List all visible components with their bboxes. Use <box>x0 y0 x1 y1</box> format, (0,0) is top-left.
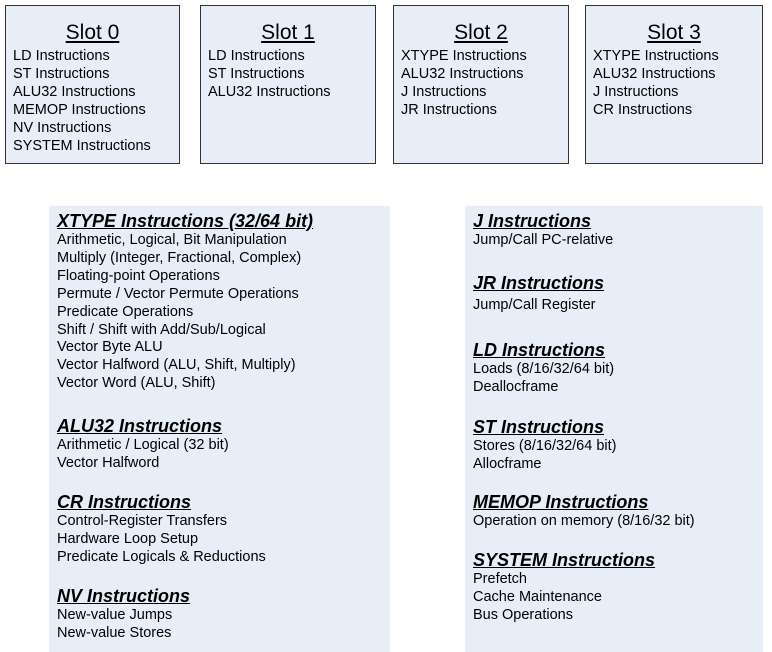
group-item: Operation on memory (8/16/32 bit) <box>473 513 695 529</box>
group-title: LD Instructions <box>473 340 606 360</box>
group-item: Vector Byte ALU <box>57 339 163 356</box>
slot-item: ST Instructions <box>208 65 305 82</box>
xtype-group <box>57 211 313 393</box>
slot-item: XTYPE Instructions <box>593 48 719 64</box>
group-item: Permute / Vector Permute Operations <box>57 285 299 302</box>
slot-item: ALU32 Instructions <box>401 65 524 82</box>
group-item: Cache Maintenance <box>473 588 602 605</box>
nv-group <box>57 586 190 643</box>
slot-item: JR Instructions <box>401 101 497 118</box>
slot-item: XTYPE Instructions <box>401 48 527 64</box>
group-item: Arithmetic / Logical (32 bit) <box>57 437 229 453</box>
group-item: Loads (8/16/32/64 bit) <box>473 361 615 377</box>
slot-item: J Instructions <box>593 83 679 100</box>
slot-box-3 <box>585 5 763 164</box>
j-group <box>473 211 613 250</box>
left-instruction-panel <box>49 206 390 652</box>
slot-title: Slot 2 <box>454 21 508 44</box>
slot-item: ST Instructions <box>13 65 110 82</box>
group-title: XTYPE Instructions (32/64 bit) <box>57 211 314 231</box>
group-item: Predicate Logicals & Reductions <box>57 548 266 565</box>
slot-item: CR Instructions <box>593 101 693 118</box>
slot-item: LD Instructions <box>208 48 305 64</box>
slot-box-0 <box>5 5 180 164</box>
group-title: J Instructions <box>473 211 592 231</box>
group-title: NV Instructions <box>57 586 191 606</box>
ld-group <box>473 340 614 397</box>
slot-title: Slot 1 <box>261 21 315 44</box>
group-item: Vector Word (ALU, Shift) <box>57 375 216 392</box>
slot-item: NV Instructions <box>13 119 112 136</box>
group-item: Prefetch <box>473 571 527 587</box>
cr-group <box>57 492 266 567</box>
group-item: Multiply (Integer, Fractional, Complex) <box>57 249 302 266</box>
group-item: Floating-point Operations <box>57 267 220 284</box>
slot-item: ALU32 Instructions <box>208 83 331 100</box>
group-item: Vector Halfword <box>57 454 160 471</box>
group-item: Shift / Shift with Add/Sub/Logical <box>57 321 266 338</box>
system-group <box>473 550 655 625</box>
group-item: Jump/Call PC-relative <box>473 232 614 248</box>
group-title: SYSTEM Instructions <box>473 550 656 570</box>
slot-item: ALU32 Instructions <box>13 83 136 100</box>
group-item: Jump/Call Register <box>473 297 596 313</box>
slot-item: SYSTEM Instructions <box>13 137 151 154</box>
slot-title: Slot 0 <box>65 21 120 44</box>
slot-item: LD Instructions <box>13 48 110 64</box>
group-item: Control-Register Transfers <box>57 513 228 529</box>
slot-item: MEMOP Instructions <box>13 101 146 118</box>
alu32-group <box>57 416 229 473</box>
group-item: Predicate Operations <box>57 303 194 320</box>
right-instruction-panel <box>465 206 763 652</box>
st-group <box>473 417 616 474</box>
jr-group <box>473 273 604 315</box>
group-item: Vector Halfword (ALU, Shift, Multiply) <box>57 357 296 374</box>
group-item: Arithmetic, Logical, Bit Manipulation <box>57 232 287 248</box>
group-title: ALU32 Instructions <box>57 416 223 436</box>
slot-item: J Instructions <box>401 83 487 100</box>
group-item: New-value Stores <box>57 624 172 641</box>
group-title: CR Instructions <box>57 492 192 512</box>
group-item: New-value Jumps <box>57 607 173 623</box>
group-title: ST Instructions <box>473 417 605 437</box>
slot-title: Slot 3 <box>647 21 701 44</box>
group-item: Stores (8/16/32/64 bit) <box>473 438 617 454</box>
memop-group <box>473 492 695 531</box>
group-title: MEMOP Instructions <box>473 492 649 512</box>
group-item: Deallocframe <box>473 378 559 395</box>
slot-box-2 <box>393 5 569 164</box>
group-title: JR Instructions <box>473 273 605 293</box>
group-item: Hardware Loop Setup <box>57 530 199 547</box>
slot-box-1 <box>200 5 376 164</box>
group-item: Bus Operations <box>473 606 573 623</box>
slot-item: ALU32 Instructions <box>593 65 716 82</box>
group-item: Allocframe <box>473 455 542 472</box>
